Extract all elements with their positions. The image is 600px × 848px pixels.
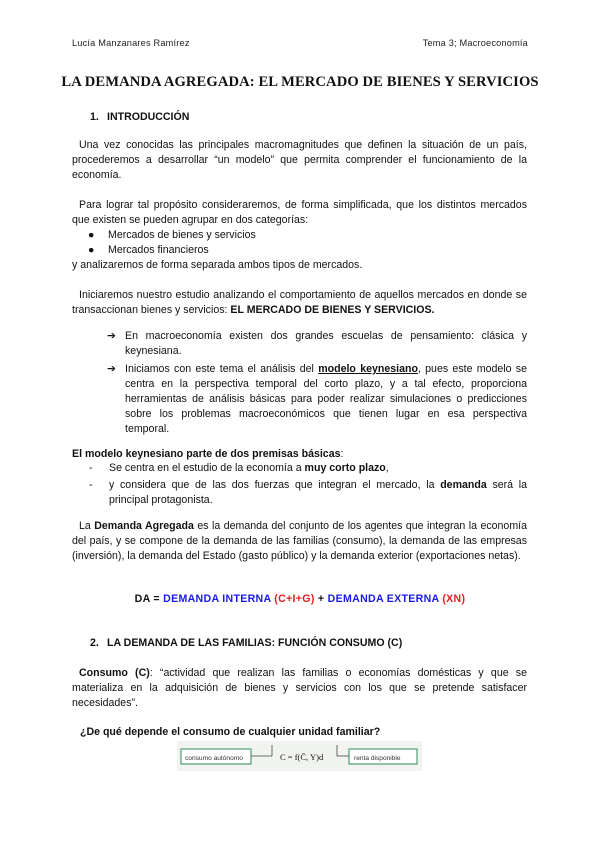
arrow-list <box>107 329 527 440</box>
list-item <box>88 243 256 258</box>
premises-list <box>89 461 527 510</box>
list-item-text: Se centra en el estudio de la economía a <box>109 462 302 474</box>
disposable-income-label: renta disponible <box>354 755 401 762</box>
consumption-definition <box>72 666 527 711</box>
demand-emphasis: demanda <box>440 479 487 491</box>
list-item-text: será la principal protagonista. <box>109 479 528 506</box>
list-item-text: , <box>385 462 389 474</box>
bullet-icon: ● <box>88 229 95 241</box>
section-2-heading <box>90 637 402 649</box>
premises-title: El modelo keynesiano parte de dos premisas básicas <box>72 448 341 460</box>
formula-internal: DEMANDA INTERNA <box>163 593 272 605</box>
list-item-text: , pues este modelo se centra en la perspectiva temporal del corto plazo, y a tal efecto, proporciona herramientas de análisis básicas para poder realizar simulaciones o predicciones sobre los problemas macroeconómicos que tienen lugar en esa perspectiva temporal. <box>125 363 527 435</box>
section-2-number: 2. <box>90 637 99 649</box>
consumption-question: ¿De qué depende el consumo de cualquier unidad familiar? <box>80 726 381 738</box>
formula-external: DEMANDA EXTERNA <box>327 593 440 605</box>
section-1-number: 1. <box>90 111 99 123</box>
formula-da: DA = <box>134 593 160 605</box>
market-emphasis: EL MERCADO DE BIENES Y SERVICIOS. <box>230 304 435 316</box>
consumption-term: Consumo (C) <box>79 667 150 679</box>
list-item <box>107 362 527 437</box>
list-item-text: y considera que de las dos fuerzas que integran el mercado, la <box>109 479 435 491</box>
consumption-function-figure <box>177 741 422 771</box>
keynesian-model-link[interactable]: modelo keynesiano <box>318 363 418 375</box>
formula-external-parts: (XN) <box>442 593 466 605</box>
bullet-icon: ● <box>88 244 95 256</box>
paragraph-text: La <box>79 520 91 532</box>
short-term-emphasis: muy corto plazo <box>304 462 386 474</box>
premises-colon: : <box>340 448 344 460</box>
document-title: LA DEMANDA AGREGADA: EL MERCADO DE BIENES Y SERVICIOS <box>61 74 539 90</box>
paragraph-text: : “actividad que realizan las familias o economías domésticas y que se materializa en la adquisición de bienes y servicios con los que se pretende satisfacer necesidades”. <box>72 667 527 709</box>
list-item <box>89 478 527 508</box>
paragraph-text: Iniciaremos nuestro estudio analizando el comportamiento de aquellos mercados en donde se transaccionan bienes y servicios: <box>72 289 527 316</box>
section-1-title: INTRODUCCIÓN <box>107 111 190 123</box>
dash-icon: - <box>89 462 93 474</box>
list-item <box>88 228 256 243</box>
header-topic: Tema 3; Macroeconomía <box>422 38 528 48</box>
aggregate-demand-paragraph <box>72 519 527 564</box>
header-author: Lucía Manzanares Ramírez <box>72 38 190 48</box>
formula-internal-parts: (C+I+G) <box>274 593 315 605</box>
consumption-formula: C = f(C̄, Y)d <box>280 752 324 762</box>
aggregate-demand-term: Demanda Agregada <box>94 520 194 532</box>
intro-paragraph-2-end: y analizaremos de forma separada ambos tipos de mercados. <box>72 259 363 271</box>
premises-heading <box>72 447 527 462</box>
formula-plus: + <box>317 593 325 605</box>
list-item <box>107 329 527 359</box>
section-2-title: LA DEMANDA DE LAS FAMILIAS: FUNCIÓN CONSUMO (C) <box>107 637 403 649</box>
paragraph-text: es la demanda del conjunto de los agentes que integran la economía del país, y se compone de la demanda de las familias (consumo), la demanda de las empresas (inversión), la demanda del Estado (gasto público) y la demanda exterior (exportaciones netas). <box>72 520 527 562</box>
arrow-right-icon: ➔ <box>107 330 116 342</box>
aggregate-demand-formula <box>0 593 600 605</box>
market-list <box>88 228 256 258</box>
consumption-function-diagram <box>177 741 422 774</box>
list-item <box>89 461 527 476</box>
list-item-text: Iniciamos con este tema el análisis del <box>125 363 314 375</box>
dash-icon: - <box>89 479 93 491</box>
list-item-text: Mercados de bienes y servicios <box>108 229 256 241</box>
intro-paragraph-1: Una vez conocidas las principales macromagnitudes que definen la situación de un país, procederemos a desarrollar “un modelo” que permita comprender el funcionamiento de la economía. <box>72 139 527 181</box>
section-1-heading <box>90 111 189 123</box>
intro-paragraph-3 <box>72 288 527 318</box>
intro-paragraph-2: Para lograr tal propósito consideraremos, de forma simplificada, que los distintos mercados que existen se pueden agrupar en dos categorías: <box>72 199 527 226</box>
arrow-right-icon: ➔ <box>107 363 116 375</box>
autonomous-consumption-label: consumo autónomo <box>185 755 243 762</box>
list-item-text: Mercados financieros <box>108 244 209 256</box>
list-item-text: En macroeconomía existen dos grandes escuelas de pensamiento: clásica y keynesiana. <box>125 330 527 357</box>
